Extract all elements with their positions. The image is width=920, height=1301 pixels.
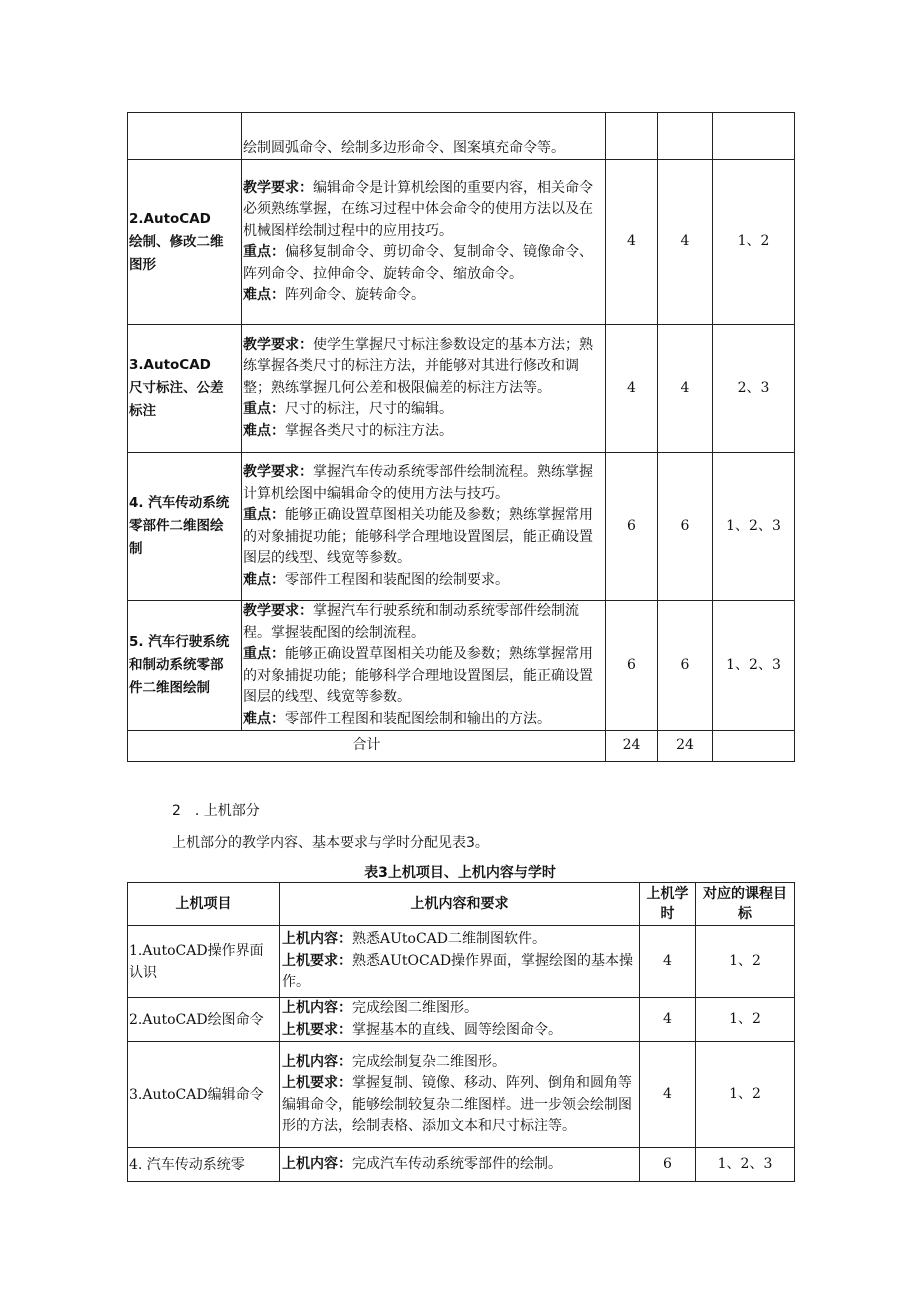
content-label: 重点： <box>243 401 285 418</box>
content-label: 教学要求： <box>243 603 313 619</box>
lab-table <box>127 882 795 1182</box>
cell-a: 4 <box>606 325 658 453</box>
table-row <box>128 113 795 160</box>
lab-goal: 1、2 <box>696 1042 795 1148</box>
lab-project: 3.AutoCAD编辑命令 <box>128 1042 280 1148</box>
course-item-line: 件二维图绘制 <box>129 680 210 696</box>
cell-c: 1、2、3 <box>713 453 795 601</box>
course-item <box>128 325 242 453</box>
course-item-line: 绘制、修改二维 <box>129 233 224 250</box>
lab-goal: 1、2 <box>696 926 795 998</box>
content-block <box>243 644 604 709</box>
course-item <box>128 113 242 160</box>
cell-c: 2、3 <box>713 325 795 453</box>
table-row <box>128 998 795 1042</box>
total-b: 24 <box>658 731 713 762</box>
content-text: 熟悉AUtOCAD操作界面，掌握绘图的基本操作。 <box>282 952 634 991</box>
content-label: 重点： <box>243 507 285 523</box>
cell-a: 6 <box>606 601 658 731</box>
cell-c: 1、2、3 <box>713 601 795 731</box>
header-project: 上机项目 <box>128 883 280 926</box>
content-text: 完成绘图二维图形。 <box>352 1000 478 1016</box>
table-row <box>128 325 795 453</box>
header-goal: 对应的课程目标 <box>696 883 795 926</box>
cell-c <box>713 113 795 160</box>
lab-content <box>280 1148 640 1182</box>
content-block <box>282 998 637 1020</box>
course-item <box>128 601 242 731</box>
content-block <box>243 178 604 243</box>
content-label: 上机要求： <box>282 952 352 969</box>
course-item-line: 4. 汽车传动系统 <box>129 495 230 511</box>
course-content <box>242 601 606 731</box>
content-label: 上机内容： <box>282 1053 352 1070</box>
content-label: 难点： <box>243 710 285 727</box>
header-hours: 上机学时 <box>640 883 696 926</box>
course-item-line: 标注 <box>129 403 156 419</box>
cell-b: 6 <box>658 601 713 731</box>
table-row <box>128 601 795 731</box>
content-label: 上机内容： <box>282 1155 352 1172</box>
content-text: 熟悉AUtoCAD二维制图软件。 <box>352 931 547 948</box>
content-block <box>282 1020 637 1042</box>
content-label: 上机内容： <box>282 931 352 948</box>
lab-table-header-row <box>128 883 795 926</box>
content-text: 掌握汽车传动系统零部件绘制流程。熟练掌握计算机绘图中编辑命令的使用方法与技巧。 <box>243 464 593 502</box>
section-heading: 2 . 上机部分 <box>172 803 260 819</box>
total-a: 24 <box>606 731 658 762</box>
header-content: 上机内容和要求 <box>280 883 640 926</box>
content-text: 能够正确设置草图相关功能及参数；熟练掌握常用的对象捕捉功能；能够科学合理地设置图层，能正确设置图层的线型、线宽等参数。 <box>243 646 593 705</box>
lab-hours: 4 <box>640 926 696 998</box>
cell-b: 6 <box>658 453 713 601</box>
total-c <box>713 731 795 762</box>
course-item-line: 3.AutoCAD <box>129 357 211 373</box>
content-block <box>243 138 604 160</box>
content-text: 尺寸的标注，尺寸的编辑。 <box>285 401 453 418</box>
content-label: 上机要求： <box>282 1075 352 1091</box>
total-row <box>128 731 795 762</box>
content-label: 难点： <box>243 571 285 588</box>
content-block <box>243 601 604 644</box>
content-text: 掌握各类尺寸的标注方法。 <box>285 422 453 439</box>
content-label: 上机要求： <box>282 1021 352 1038</box>
lab-project: 1.AutoCAD操作界面认识 <box>128 926 280 998</box>
content-text: 掌握汽车行驶系统和制动系统零部件绘制流程。掌握装配图的绘制流程。 <box>243 603 579 641</box>
course-item-line: 制 <box>129 541 143 557</box>
content-block <box>243 709 604 731</box>
cell-b: 4 <box>658 325 713 453</box>
lab-content <box>280 998 640 1042</box>
table-row <box>128 1042 795 1148</box>
table-row <box>128 926 795 998</box>
course-content-table <box>127 112 795 762</box>
cell-a: 4 <box>606 160 658 325</box>
content-block <box>282 951 637 994</box>
content-text: 编辑命令是计算机绘图的重要内容，相关命令必须熟练掌握，在练习过程中体会命令的使用方法以及在机械图样绘制过程中的应用技巧。 <box>243 179 593 239</box>
content-block <box>243 335 604 400</box>
lab-hours: 6 <box>640 1148 696 1182</box>
content-text: 使学生掌握尺寸标注参数设定的基本方法；熟练掌握各类尺寸的标注方法，并能够对其进行修改和调整；熟练掌握几何公差和极限偏差的标注方法等。 <box>243 336 593 396</box>
cell-b <box>658 113 713 160</box>
total-label: 合计 <box>128 731 606 762</box>
course-content <box>242 325 606 453</box>
lab-goal: 1、2、3 <box>696 1148 795 1182</box>
content-label: 重点： <box>243 646 285 662</box>
cell-a: 6 <box>606 453 658 601</box>
course-item-line: 5. 汽车行驶系统 <box>129 634 230 650</box>
course-item <box>128 453 242 601</box>
cell-b: 4 <box>658 160 713 325</box>
course-item-line: 2.AutoCAD <box>129 210 211 227</box>
content-block <box>243 462 604 505</box>
content-block <box>243 242 604 285</box>
content-block <box>243 505 604 570</box>
content-text: 绘制圆弧命令、绘制多边形命令、图案填充命令等。 <box>243 139 565 156</box>
content-text: 阵列命令、旋转命令。 <box>285 287 425 303</box>
content-text: 掌握复制、镜像、移动、阵列、倒角和圆角等编辑命令，能够绘制较复杂二维图样。进一步领会绘制图形的方法，绘制表格、添加文本和尺寸标注等。 <box>282 1075 632 1134</box>
content-block <box>243 421 604 443</box>
content-block <box>282 1154 637 1176</box>
content-block <box>282 1073 637 1138</box>
course-content <box>242 113 606 160</box>
lab-hours: 4 <box>640 1042 696 1148</box>
content-block <box>282 1052 637 1074</box>
course-item-line: 尺寸标注、公差 <box>129 380 224 396</box>
course-item-line: 零部件二维图绘 <box>129 518 224 534</box>
lab-goal: 1、2 <box>696 998 795 1042</box>
content-text: 能够正确设置草图相关功能及参数；熟练掌握常用的对象捕捉功能；能够科学合理地设置图层，能正确设置图层的线型、线宽等参数。 <box>243 507 593 566</box>
cell-a <box>606 113 658 160</box>
content-text: 完成汽车传动系统零部件的绘制。 <box>352 1155 562 1172</box>
content-label: 教学要求： <box>243 336 313 353</box>
content-block <box>243 285 604 307</box>
content-label: 重点： <box>243 244 285 260</box>
course-content <box>242 453 606 601</box>
content-text: 零部件工程图和装配图的绘制要求。 <box>285 571 509 588</box>
table-row <box>128 1148 795 1182</box>
content-label: 上机内容： <box>282 1000 352 1016</box>
content-label: 难点： <box>243 422 285 439</box>
lab-project: 4. 汽车传动系统零 <box>128 1148 280 1182</box>
content-label: 难点： <box>243 287 285 303</box>
lab-hours: 4 <box>640 998 696 1042</box>
course-item-line: 图形 <box>129 256 156 273</box>
content-block <box>243 570 604 592</box>
content-text: 完成绘制复杂二维图形。 <box>352 1053 506 1070</box>
course-content <box>242 160 606 325</box>
content-text: 偏移复制命令、剪切命令、复制命令、镜像命令、阵列命令、拉伸命令、旋转命令、缩放命令。 <box>243 244 593 282</box>
lab-project: 2.AutoCAD绘图命令 <box>128 998 280 1042</box>
course-item-line: 和制动系统零部 <box>129 657 224 673</box>
course-item <box>128 160 242 325</box>
content-label: 教学要求： <box>243 464 313 480</box>
content-text: 零部件工程图和装配图绘制和输出的方法。 <box>285 710 551 727</box>
content-block <box>282 929 637 951</box>
content-block <box>243 399 604 421</box>
section-intro: 上机部分的教学内容、基本要求与学时分配见表3。 <box>172 835 489 851</box>
lab-content <box>280 926 640 998</box>
table-row <box>128 453 795 601</box>
table3-caption: 表3上机项目、上机内容与学时 <box>364 865 556 881</box>
cell-c: 1、2 <box>713 160 795 325</box>
table-row <box>128 160 795 325</box>
lab-content <box>280 1042 640 1148</box>
content-text: 掌握基本的直线、圆等绘图命令。 <box>352 1021 562 1038</box>
content-label: 教学要求： <box>243 179 313 196</box>
